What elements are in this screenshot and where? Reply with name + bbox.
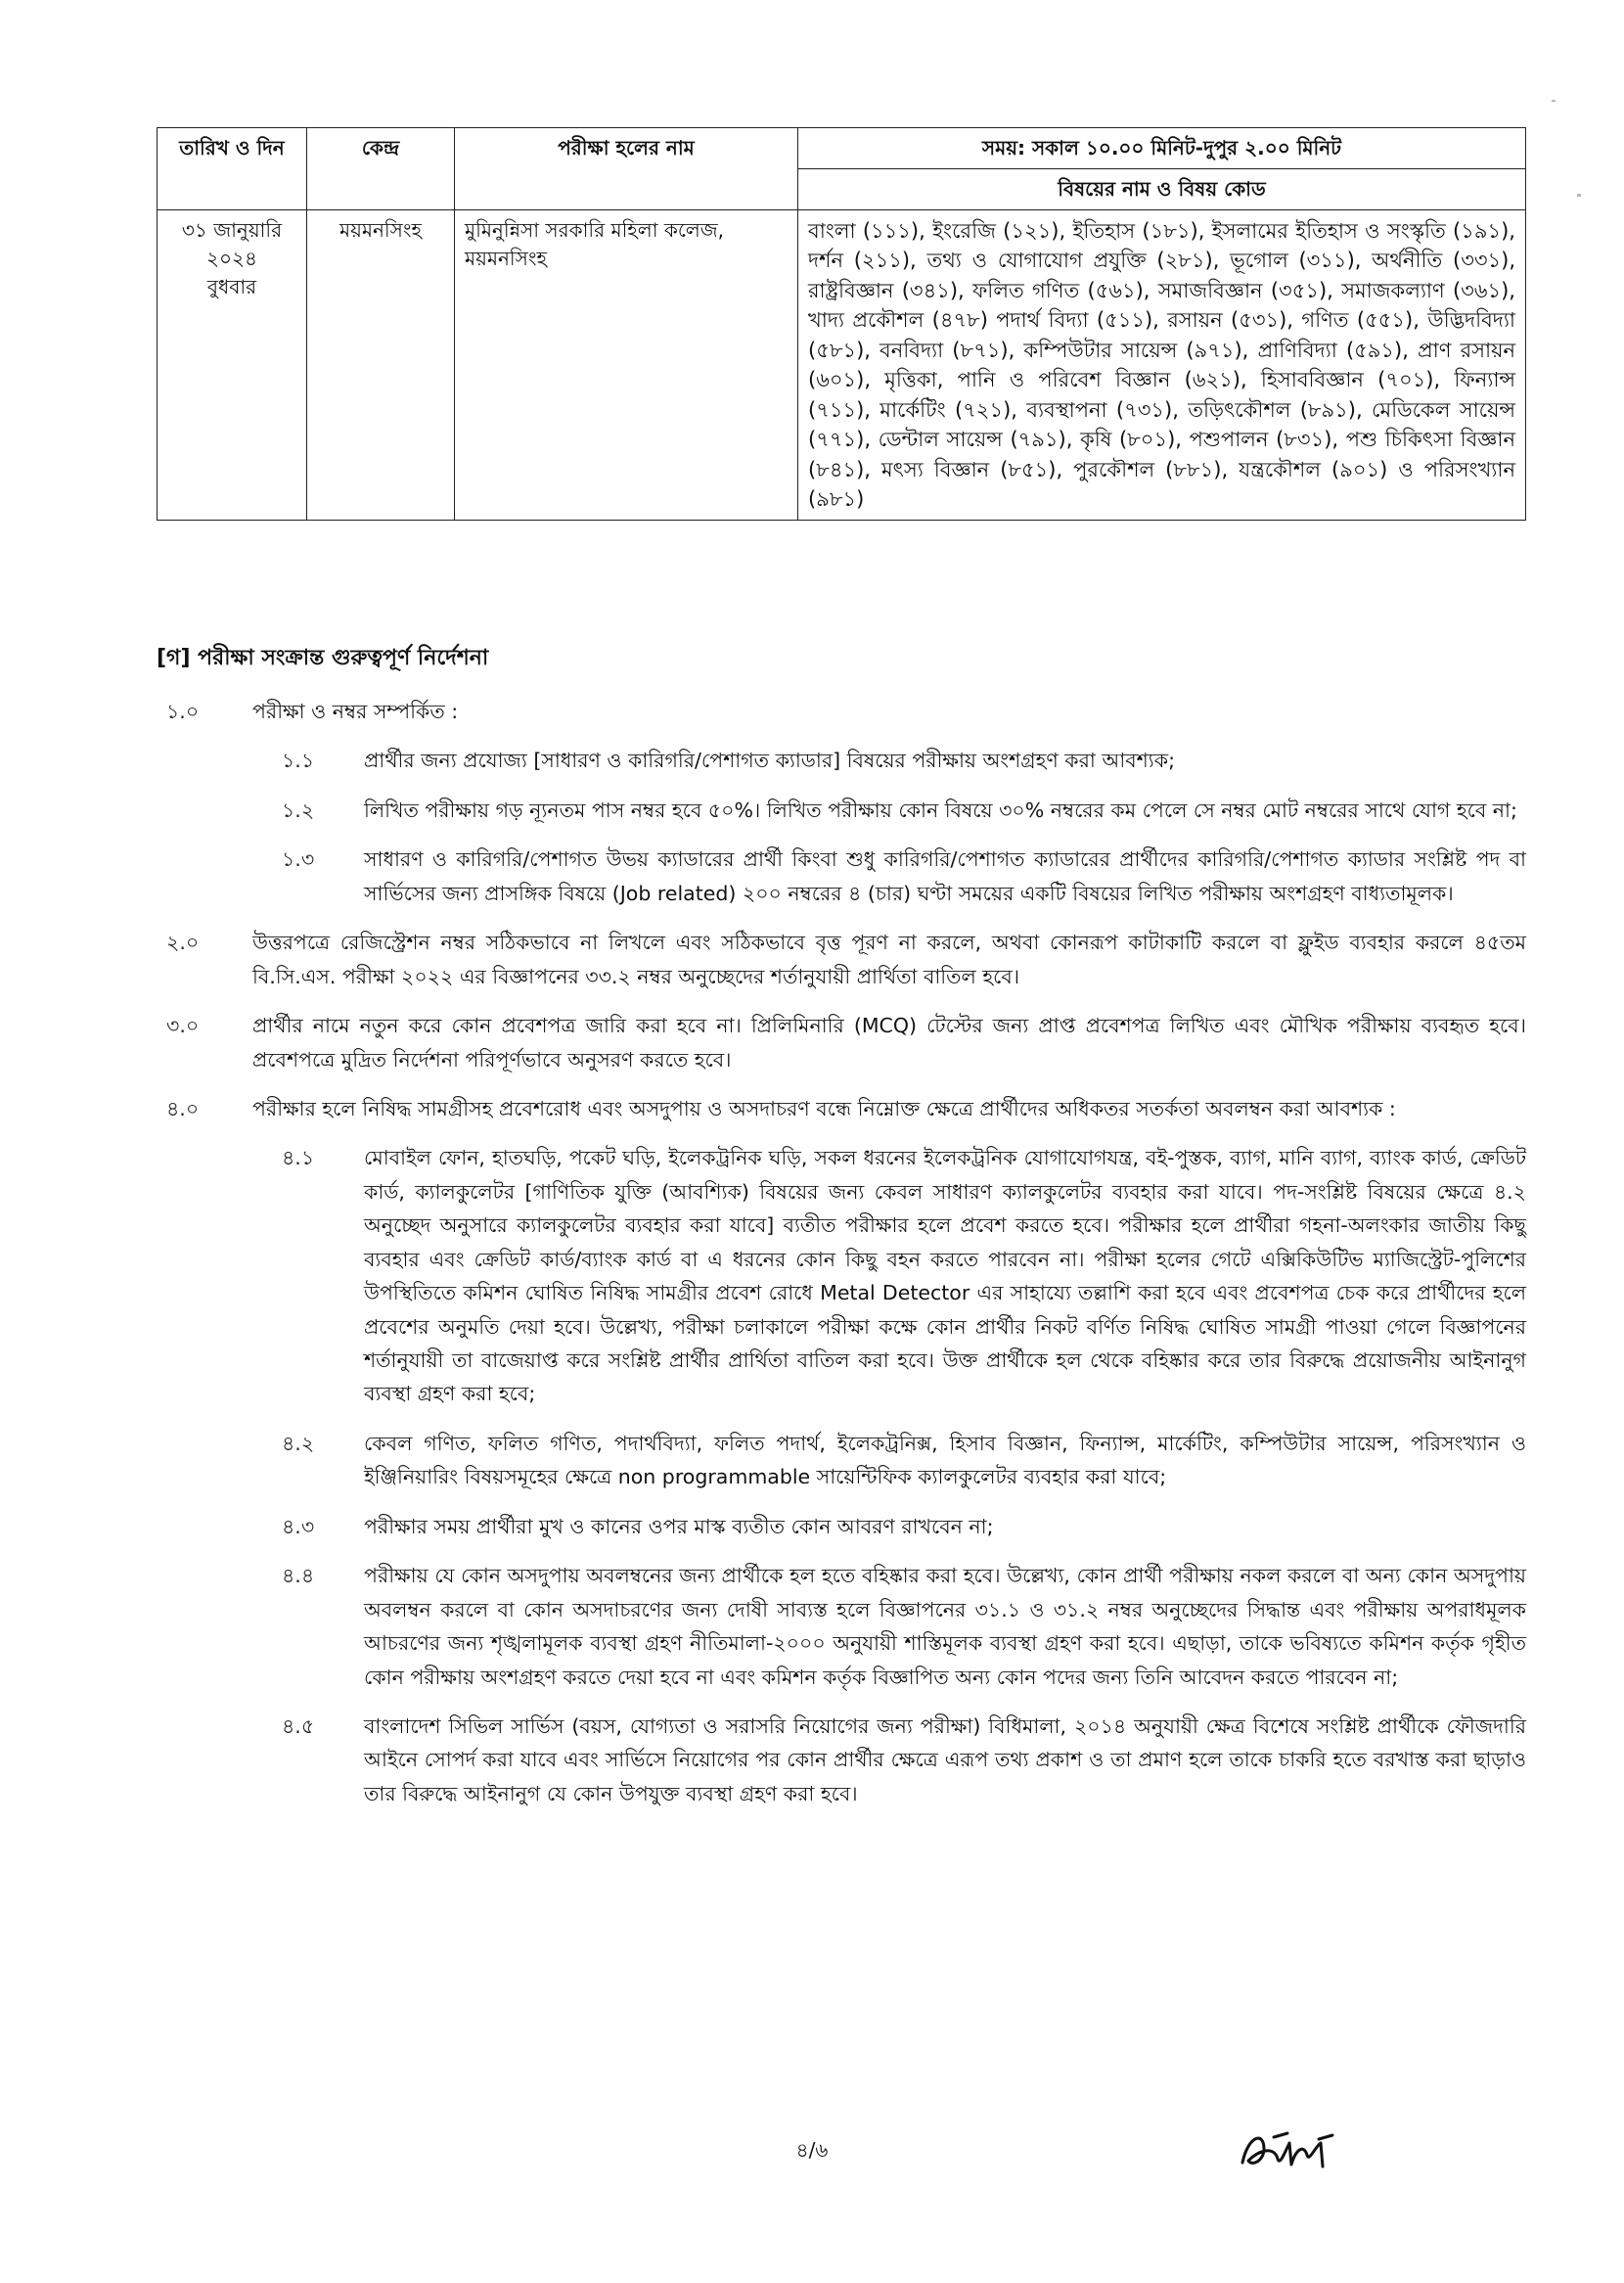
- list-item: [157, 1510, 1526, 1543]
- header-subject: বিষয়ের নাম ও বিষয় কোড: [798, 169, 1526, 210]
- section-title: [গ] পরীক্ষা সংক্রান্ত গুরুত্বপূর্ণ নির্দেশনা: [157, 646, 489, 670]
- item-number: ৩.০: [166, 1014, 200, 1038]
- item-number: ৪.১: [282, 1146, 315, 1170]
- item-text: প্রার্থীর নামে নতুন করে কোন প্রবেশপত্র জারি করা হবে না। প্রিলিমিনারি (MCQ) টেস্টের জন্য প্রাপ্ত প্রবেশপত্র লিখিত এবং মৌখিক পরীক্ষায় ব্যবহৃত হবে। প্রবেশপত্রে মুদ্রিত নির্দেশনা পরিপূর্ণভাবে অনুসরণ করতে হবে।: [252, 1014, 1526, 1072]
- item-number: ৪.৩: [282, 1514, 315, 1538]
- table-header-row: [158, 128, 1526, 169]
- list-item: [157, 794, 1526, 827]
- item-number: ১.৩: [282, 847, 315, 872]
- date-line: ৩১ জানুয়ারি: [181, 218, 283, 242]
- list-item: [157, 1141, 1526, 1411]
- list-item: [157, 1092, 1526, 1125]
- item-text: মোবাইল ফোন, হাতঘড়ি, পকেট ঘড়ি, ইলেকট্রনিক ঘড়ি, সকল ধরনের ইলেকট্রনিক যোগাযোগযন্ত্র, বই-পুস্তক, ব্যাগ, মানি ব্যাগ, ব্যাংক কার্ড, ক্রেডিট কার্ড, ক্যালকুলেটর [গাণিতিক যুক্তি (আবশ্যিক) বিষয়ের জন্য কেবল সাধারণ ক্যালকুলেটর ব্যবহার করা যাবে। পদ-সংশ্লিষ্ট বিষয়ের ক্ষেত্রে ৪.২ অনুচ্ছেদ অনুসারে ক্যালকুলেটর ব্যবহার করা যাবে] ব্যতীত পরীক্ষার হলে প্রবেশ করতে হবে। পরীক্ষার হলে প্রার্থীরা গহনা-অলংকার জাতীয় কিছু ব্যবহার এবং ক্রেডিট কার্ড/ব্যাংক কার্ড বা এ ধরনের কোন কিছু বহন করতে পারবেন না। পরীক্ষা হলের গেটে এক্সিকিউটিভ ম্যাজিস্ট্রেট-পুলিশের উপস্থিতিতে কমিশন ঘোষিত নিষিদ্ধ সামগ্রীর প্রবেশ রোধে Metal Detector এর সাহায্যে তল্লাশি করা হবে এবং প্রবেশপত্র চেক করে প্রার্থীদের হলে প্রবেশের অনুমতি দেয়া হবে। উল্লেখ্য, পরীক্ষা চলাকালে পরীক্ষা কক্ষে কোন প্রার্থীর নিকট বর্ণিত নিষিদ্ধ ঘোষিত সামগ্রী পাওয়া গেলে বিজ্ঞাপনের শর্তানুযায়ী তা বাজেয়াপ্ত করে সংশ্লিষ্ট প্রার্থীর প্রার্থিতা বাতিল করা হবে। উক্ত প্রার্থীকে হল থেকে বহিষ্কার করে তার বিরুদ্ধে প্রয়োজনীয় আইনানুগ ব্যবস্থা গ্রহণ করা হবে;: [364, 1146, 1526, 1406]
- item-number: ৪.২: [282, 1431, 315, 1455]
- item-text: বাংলাদেশ সিভিল সার্ভিস (বয়স, যোগ্যতা ও সরাসরি নিয়োগের জন্য পরীক্ষা) বিধিমালা, ২০১৪ অনুযায়ী ক্ষেত্র বিশেষে সংশ্লিষ্ট প্রার্থীকে ফৌজদারি আইনে সোপর্দ করা যাবে এবং সার্ভিসে নিয়োগের পর কোন প্রার্থীর ক্ষেত্রে এরূপ তথ্য প্রকাশ ও তা প্রমাণ হলে তাকে চাকরি হতে বরখাস্ত করা ছাড়াও তার বিরুদ্ধে আইনানুগ যে কোন উপযুক্ত ব্যবস্থা গ্রহণ করা হবে।: [364, 1713, 1526, 1805]
- list-item: [157, 843, 1526, 910]
- item-text: উত্তরপত্রে রেজিস্ট্রেশন নম্বর সঠিকভাবে না লিখলে এবং সঠিকভাবে বৃত্ত পূরণ না করলে, অথবা কোনরূপ কাটাকাটি করলে বা ফ্লুইড ব্যবহার করলে ৪৫তম বি.সি.এস. পরীক্ষা ২০২২ এর বিজ্ঞাপনের ৩৩.২ নম্বর অনুচ্ছেদের শর্তানুযায়ী প্রার্থিতা বাতিল হবে।: [252, 931, 1526, 988]
- list-item: [157, 1710, 1526, 1810]
- cell-date: [158, 210, 307, 521]
- item-number: ৪.৪: [282, 1564, 315, 1588]
- list-item: [157, 926, 1526, 993]
- item-number: ১.১: [282, 749, 315, 773]
- scan-speck: [1552, 100, 1556, 102]
- header-center: কেন্দ্র: [307, 128, 455, 210]
- cell-hall: মুমিনুন্নিসা সরকারি মহিলা কলেজ, ময়মনসিংহ: [455, 210, 798, 521]
- cell-subjects: বাংলা (১১১), ইংরেজি (১২১), ইতিহাস (১৮১), ইসলামের ইতিহাস ও সংস্কৃতি (১৯১), দর্শন (২১১), তথ্য ও যোগাযোগ প্রযুক্তি (২৮১), ভূগোল (৩১১), অর্থনীতি (৩৩১), রাষ্ট্রবিজ্ঞান (৩৪১), ফলিত গণিত (৫৬১), সমাজবিজ্ঞান (৩৫১), সমাজকল্যাণ (৩৬১), খাদ্য প্রকৌশল (৪৭৮) পদার্থ বিদ্যা (৫১১), রসায়ন (৫৩১), গণিত (৫৫১), উদ্ভিদবিদ্যা (৫৮১), বনবিদ্যা (৮৭১), কম্পিউটার সায়েন্স (৯৭১), প্রাণিবিদ্যা (৫৯১), প্রাণ রসায়ন (৬০১), মৃত্তিকা, পানি ও পরিবেশ বিজ্ঞান (৬২১), হিসাববিজ্ঞান (৭০১), ফিন্যান্স (৭১১), মার্কেটিং (৭২১), ব্যবস্থাপনা (৭৩১), তড়িৎকৌশল (৮৯১), মেডিকেল সায়েন্স (৭৭১), ডেন্টাল সায়েন্স (৭৯১), কৃষি (৮০১), পশুপালন (৮৩১), পশু চিকিৎসা বিজ্ঞান (৮৪১), মৎস্য বিজ্ঞান (৮৫১), পুরকৌশল (৮৮১), যন্ত্রকৌশল (৯০১) ও পরিসংখ্যান (৯৮১): [798, 210, 1526, 521]
- item-text: সাধারণ ও কারিগরি/পেশাগত উভয় ক্যাডারের প্রার্থী কিংবা শুধু কারিগরি/পেশাগত ক্যাডারের প্রার্থীদের কারিগরি/পেশাগত ক্যাডার সংশ্লিষ্ট পদ বা সার্ভিসের জন্য প্রাসঙ্গিক বিষয়ে (Job related) ২০০ নম্বরের ৪ (চার) ঘণ্টা সময়ের একটি বিষয়ের লিখিত পরীক্ষায় অংশগ্রহণ বাধ্যতামূলক।: [364, 847, 1526, 905]
- item-text: কেবল গণিত, ফলিত গণিত, পদার্থবিদ্যা, ফলিত পদার্থ, ইলেকট্রনিক্স, হিসাব বিজ্ঞান, ফিন্যান্স, মার্কেটিং, কম্পিউটার সায়েন্স, পরিসংখ্যান ও ইঞ্জিনিয়ারিং বিষয়সমূহের ক্ষেত্রে non programmable সায়েন্টিফিক ক্যালকুলেটর ব্যবহার করা যাবে;: [364, 1431, 1526, 1489]
- header-hall: পরীক্ষা হলের নাম: [455, 128, 798, 210]
- exam-schedule-table: [157, 127, 1526, 521]
- item-number: ৪.৫: [282, 1713, 315, 1738]
- date-line: বুধবার: [206, 275, 257, 298]
- item-number: ১.০: [166, 700, 200, 723]
- signature-icon: [1235, 2122, 1342, 2180]
- item-text: পরীক্ষায় যে কোন অসদুপায় অবলম্বনের জন্য প্রার্থীকে হল হতে বহিষ্কার করা হবে। উল্লেখ্য, কোন প্রার্থী পরীক্ষায় নকল করলে বা অন্য কোন অসদুপায় অবলম্বন করলে বা কোন অসদাচরণের জন্য দোষী সাব্যস্ত হলে বিজ্ঞাপনের ৩১.১ ও ৩১.২ নম্বর অনুচ্ছেদের সিদ্ধান্ত এবং পরীক্ষায় অপরাধমূলক আচরণের জন্য শৃঙ্খলামূলক ব্যবস্থা গ্রহণ নীতিমালা-২০০০ অনুযায়ী শাস্তিমূলক ব্যবস্থা গ্রহণ করা হবে। এছাড়া, তাকে ভবিষ্যতে কমিশন কর্তৃক গৃহীত কোন পরীক্ষায় অংশগ্রহণ করতে দেয়া হবে না এবং কমিশন কর্তৃক বিজ্ঞাপিত অন্য কোন পদের জন্য তিনি আবেদন করতে পারবেন না;: [364, 1564, 1526, 1689]
- instruction-list: [157, 695, 1526, 1826]
- item-number: ৪.০: [166, 1096, 200, 1120]
- page-number: ৪/৬: [795, 2138, 829, 2162]
- item-text: পরীক্ষার সময় প্রার্থীরা মুখ ও কানের ওপর মাস্ক ব্যতীত কোন আবরণ রাখবেন না;: [364, 1514, 994, 1538]
- list-item: [157, 695, 1526, 728]
- cell-center: ময়মনসিংহ: [307, 210, 455, 521]
- list-item: [157, 1559, 1526, 1694]
- item-number: ১.২: [282, 798, 315, 822]
- list-item: [157, 1427, 1526, 1494]
- item-text: প্রার্থীর জন্য প্রযোজ্য [সাধারণ ও কারিগরি/পেশাগত ক্যাডার] বিষয়ের পরীক্ষায় অংশগ্রহণ করা আবশ্যক;: [364, 749, 1175, 773]
- list-item: [157, 1009, 1526, 1076]
- scan-speck: [1577, 194, 1581, 197]
- list-item: [157, 744, 1526, 777]
- item-text: পরীক্ষা ও নম্বর সম্পর্কিত :: [252, 700, 459, 723]
- header-date: তারিখ ও দিন: [158, 128, 307, 210]
- table-row: [158, 210, 1526, 521]
- date-line: ২০২৪: [206, 247, 257, 270]
- item-number: ২.০: [166, 931, 200, 955]
- item-text: লিখিত পরীক্ষায় গড় ন্যূনতম পাস নম্বর হবে ৫০%। লিখিত পরীক্ষায় কোন বিষয়ে ৩০% নম্বরের কম পেলে সে নম্বর মোট নম্বরের সাথে যোগ হবে না;: [364, 798, 1517, 822]
- item-text: পরীক্ষার হলে নিষিদ্ধ সামগ্রীসহ প্রবেশরোধ এবং অসদুপায় ও অসদাচরণ বন্ধে নিম্নোক্ত ক্ষেত্রে প্রার্থীদের অধিকতর সতর্কতা অবলম্বন করা আবশ্যক :: [252, 1096, 1396, 1120]
- header-time: সময়: সকাল ১০.০০ মিনিট-দুপুর ২.০০ মিনিট: [798, 128, 1526, 169]
